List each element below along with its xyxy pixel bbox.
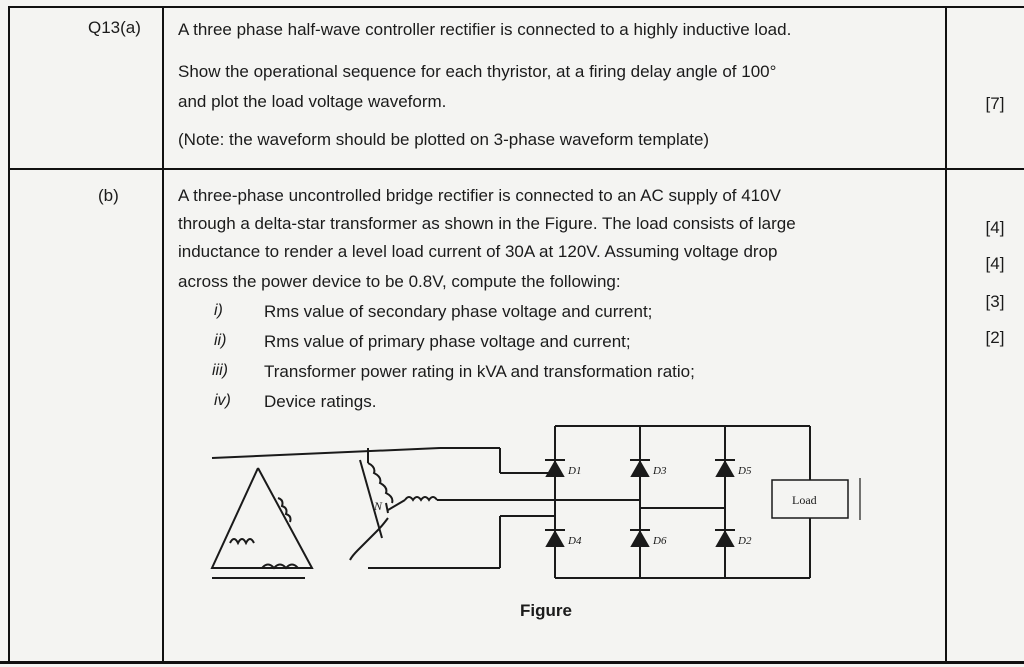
neutral-label: N — [374, 499, 383, 513]
q13b-line-4: across the power device to be 0.8V, compute the following: — [178, 272, 621, 291]
item-number-i: i) — [214, 302, 223, 319]
item-number-iv: iv) — [214, 392, 231, 409]
diode-label-d3: D3 — [653, 465, 667, 477]
load-label: Load — [792, 493, 817, 507]
diode-label-d1: D1 — [568, 465, 582, 477]
q13b-mark-2: [4] — [985, 254, 1005, 273]
item-text-i: Rms value of secondary phase voltage and current; — [264, 302, 653, 321]
table-top-border — [8, 6, 1024, 8]
item-text-iv: Device ratings. — [264, 392, 377, 411]
q13a-mark: [7] — [985, 94, 1005, 113]
q13a-line-3: and plot the load voltage waveform. — [178, 92, 447, 111]
item-text-ii: Rms value of primary phase voltage and current; — [264, 332, 631, 351]
q13a-line-1: A three phase half-wave controller rectifier is connected to a highly inductive load. — [178, 20, 792, 39]
bridge-rectifier-circuit-diagram — [200, 418, 900, 593]
q13a-note: (Note: the waveform should be plotted on 3-phase waveform template) — [178, 130, 710, 149]
q13b-mark-4: [2] — [985, 328, 1005, 347]
q13a-line-2: Show the operational sequence for each thyristor, at a firing delay angle of 100° — [178, 62, 777, 81]
marks-column-divider — [945, 6, 947, 664]
diode-label-d5: D5 — [738, 465, 752, 477]
question-label-q13a: Q13(a) — [88, 18, 141, 37]
figure-caption: Figure — [520, 601, 572, 620]
diode-label-d6: D6 — [653, 535, 667, 547]
diode-label-d4: D4 — [568, 535, 582, 547]
q13b-line-3: inductance to render a level load current of 30A at 120V. Assuming voltage drop — [178, 242, 778, 261]
label-column-divider — [162, 6, 164, 664]
q13b-mark-1: [4] — [985, 218, 1005, 237]
q13b-line-2: through a delta-star transformer as shown in the Figure. The load consists of large — [178, 214, 796, 233]
row-divider — [8, 168, 1024, 170]
table-left-border — [8, 6, 10, 664]
diode-label-d2: D2 — [738, 535, 752, 547]
q13b-mark-3: [3] — [985, 292, 1005, 311]
q13b-line-1: A three-phase uncontrolled bridge rectifier is connected to an AC supply of 410V — [178, 186, 781, 205]
item-number-ii: ii) — [214, 332, 227, 349]
item-text-iii: Transformer power rating in kVA and transformation ratio; — [264, 362, 695, 381]
question-label-q13b: (b) — [98, 186, 119, 205]
table-bottom-border — [0, 661, 1024, 664]
item-number-iii: iii) — [212, 362, 228, 379]
